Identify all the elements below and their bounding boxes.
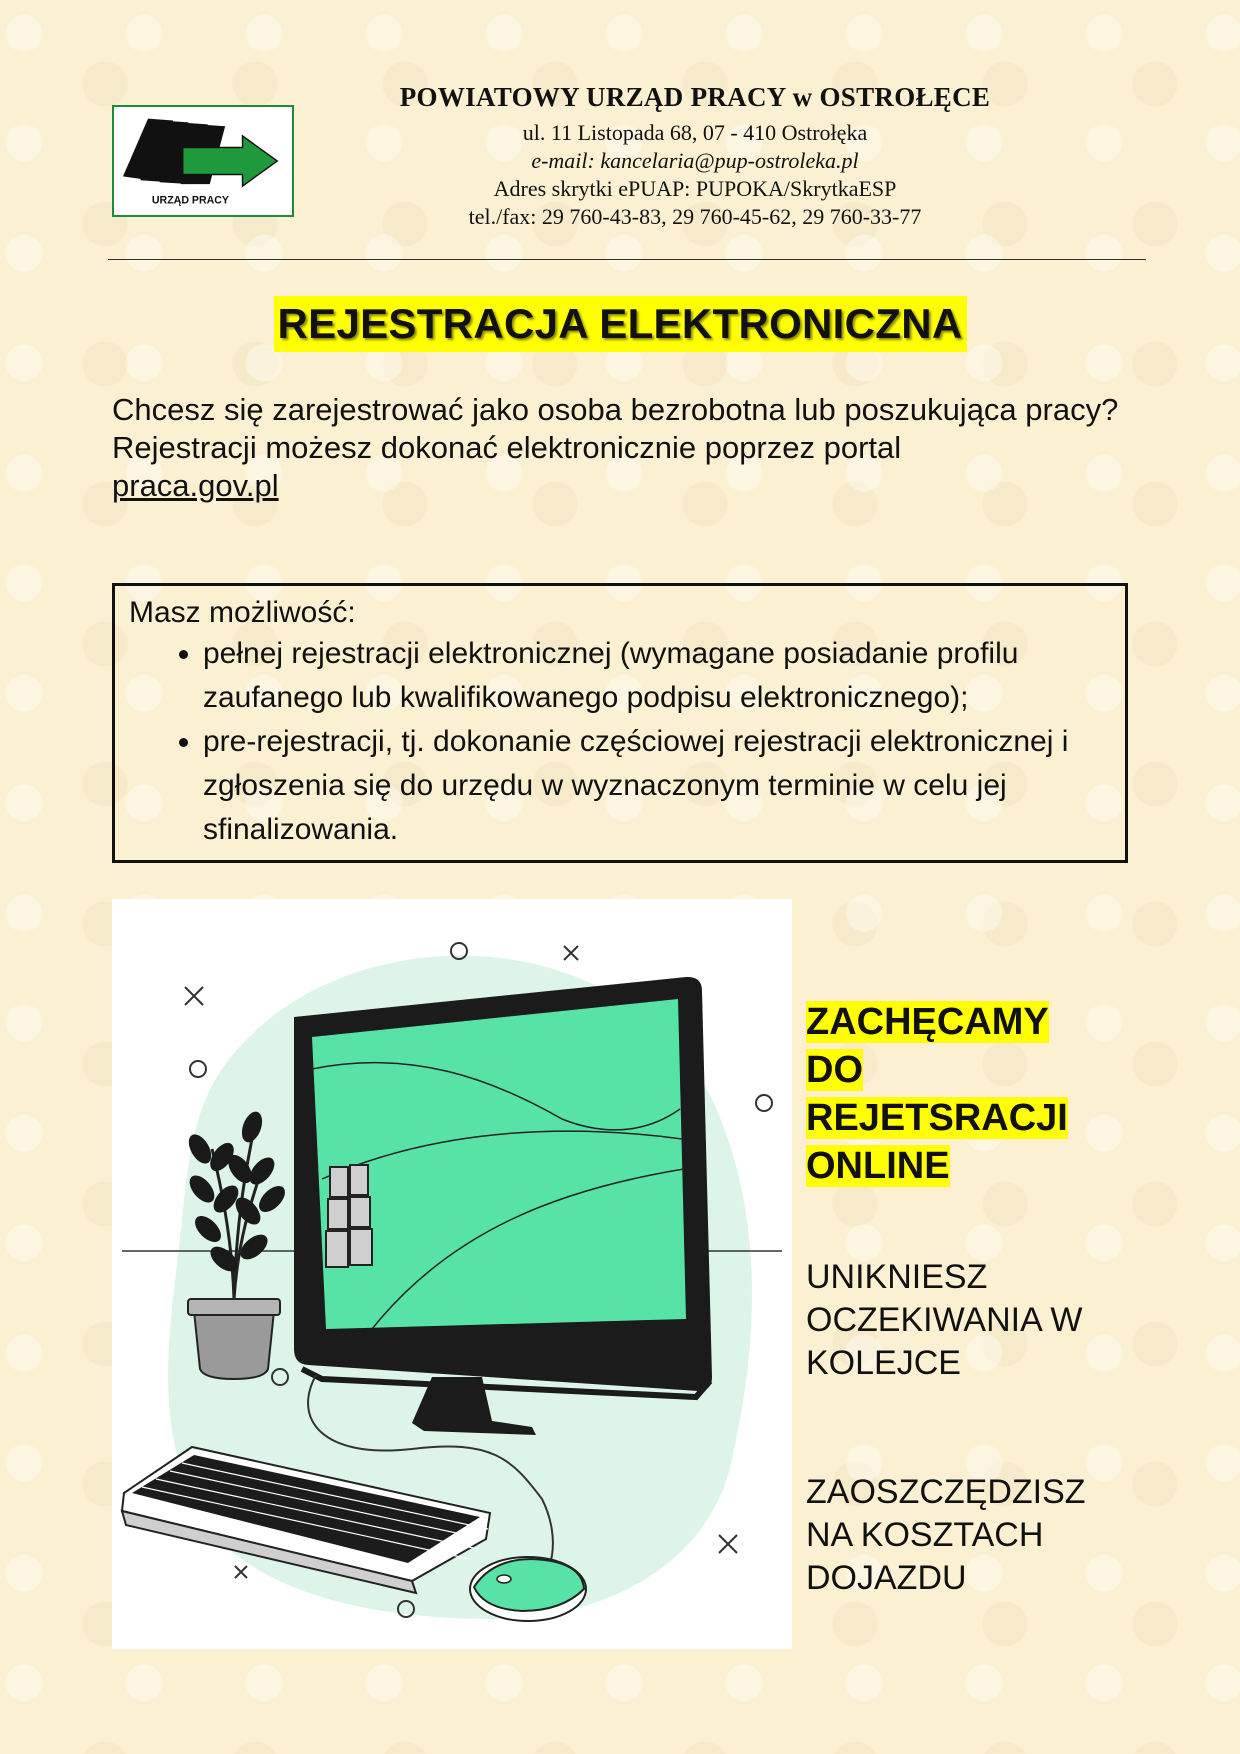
title-wrap [0,296,1240,352]
logo-caption: URZĄD PRACY [151,194,230,207]
options-heading: Masz możliwość: [129,596,356,629]
intro-text [112,391,1122,505]
option-full-registration: • pełnej rejestracji elektronicznej (wymagane posiadanie profilu zaufanego lub kwalifikowanego podpisu elektronicznego); [203,632,1111,720]
mouse-icon [470,1557,586,1621]
cta-text [806,998,1106,1190]
office-name: POWIATOWY URZĄD PRACY w OSTROŁĘCE [399,82,991,112]
benefit-save-travel: ZAOSZCZĘDZISZ NA KOSZTACH DOJAZDU [806,1473,1086,1597]
benefit-no-queue: UNIKNIESZ OCZEKIWANIA W KOLEJCE [806,1258,1083,1382]
intro-statement: Rejestracji możesz dokonać elektronicznie poprzez portal [112,430,902,465]
options-list [129,632,1111,852]
header-divider [108,259,1146,260]
computer-illustration [112,899,792,1649]
office-address: ul. 11 Listopada 68, 07 - 410 Ostrołęka [522,120,868,145]
options-box [112,583,1128,863]
office-email[interactable]: e-mail: kancelaria@pup-ostroleka.pl [531,148,859,173]
office-phones: tel./fax: 29 760-43-83, 29 760-45-62, 29 760-33-77 [468,204,922,229]
urzad-pracy-logo [112,105,294,217]
computer-monitor-icon [294,977,712,1435]
page-title: REJESTRACJA ELEKTRONICZNA [274,296,967,352]
intro-question: Chcesz się zarejestrować jako osoba bezrobotna lub poszukująca pracy? [112,392,1119,427]
cta-highlight: ZACHĘCAMY DO REJETSRACJI ONLINE [806,1001,1068,1187]
office-epuap: Adres skrytki ePUAP: PUPOKA/SkrytkaESP [493,176,897,201]
office-header [300,82,1090,231]
option-pre-registration: • pre-rejestracji, tj. dokonanie częściowej rejestracji elektronicznej i zgłoszenia się do urzędu w wyznaczonym terminie w celu jej sfinalizowania. [203,720,1111,852]
portal-link[interactable]: praca.gov.pl [112,468,279,503]
